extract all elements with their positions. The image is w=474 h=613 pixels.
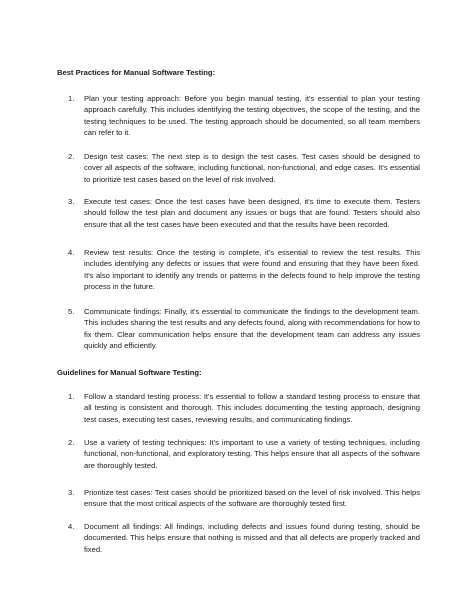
list-item-text: Execute test cases: Once the test cases have been designed, it's time to execute them. Testers should follow the test plan and document any issues or bugs that are found. Testers should also ensure that all the test cases have been executed and that the results have been recorded. <box>84 197 420 229</box>
list-number: 1. <box>68 392 75 401</box>
list-number: 4. <box>68 522 75 531</box>
list-item-text: Plan your testing approach: Before you begin manual testing, it's essential to plan your testing approach carefully. This includes identifying the testing objectives, the scope of the testing, and the testing techniques to be used. The testing approach should be documented, so all team members can refer to it. <box>84 94 420 138</box>
list-number: 3. <box>68 197 75 206</box>
list-number: 3. <box>68 488 75 497</box>
list-item-text: Use a variety of testing techniques: It's important to use a variety of testing techniques, including functional, non-functional, and exploratory testing. This helps ensure that all aspects of the software are thoroughly tested. <box>84 438 420 470</box>
list-item-text: Follow a standard testing process: It's essential to follow a standard testing process to ensure that all testing is consistent and thorough. This includes documenting the testing approach, designing test cases, executing test cases, reviewing results, and communicating findings. <box>84 392 420 424</box>
section-heading-best-practices: Best Practices for Manual Software Testing: <box>57 68 216 77</box>
list-item-text: Communicate findings: Finally, it's essential to communicate the findings to the development team. This includes sharing the test results and any defects found, along with recommendations for how to fix them. Clear communication helps ensure that the development team can address any issues quickly and efficiently. <box>84 307 420 351</box>
list-number: 2. <box>68 438 75 447</box>
list-number: 2. <box>68 152 75 161</box>
section-heading-guidelines: Guidelines for Manual Software Testing: <box>57 368 202 377</box>
list-item-text: Document all findings: All findings, including defects and issues found during testing, should be documented. This helps ensure that nothing is missed and that all defects are properly tracked and fixed. <box>84 522 420 554</box>
list-number: 4. <box>68 248 75 257</box>
list-item-text: Review test results: Once the testing is complete, it's essential to review the test results. This includes identifying any defects or issues that were found and ensuring that they have been fixed. It's also important to identify any trends or patterns in the defects found to help improve the testing process in the future. <box>84 248 420 292</box>
list-number: 1. <box>68 94 75 103</box>
list-item-text: Prioritize test cases: Test cases should be prioritized based on the level of risk involved. This helps ensure that the most critical aspects of the software are thoroughly tested first. <box>84 488 420 509</box>
list-item-text: Design test cases: The next step is to design the test cases. Test cases should be designed to cover all aspects of the software, including functional, non-functional, and edge cases. It's essential to prioritize test cases based on the level of risk involved. <box>84 152 420 184</box>
list-number: 5. <box>68 307 75 316</box>
